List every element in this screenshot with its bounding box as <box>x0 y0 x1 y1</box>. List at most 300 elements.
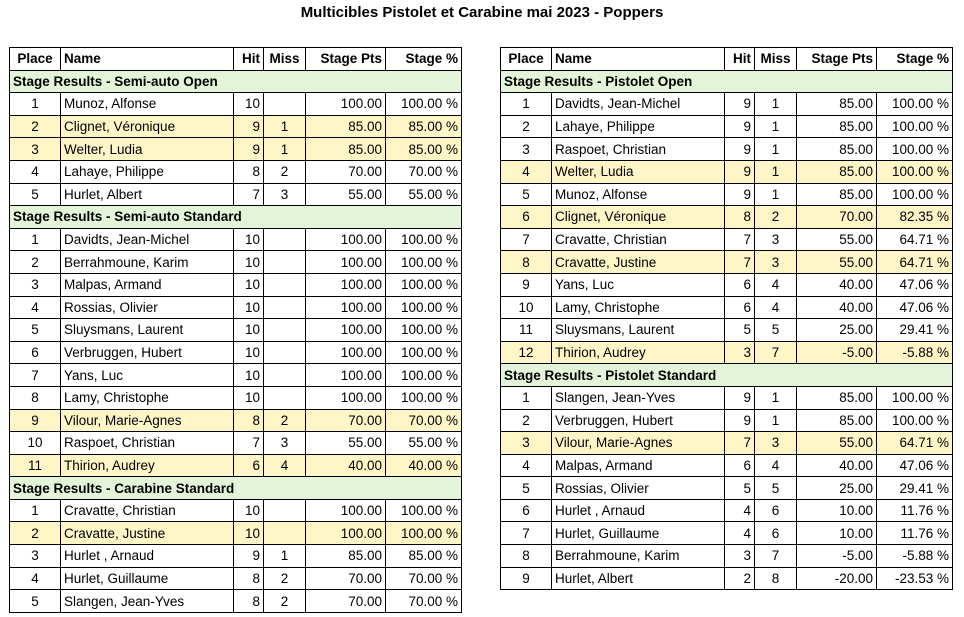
cell-stage-pct: 64.71 % <box>877 228 953 251</box>
cell-name: Verbruggen, Hubert <box>61 341 234 364</box>
cell-miss: 2 <box>264 160 306 183</box>
cell-miss: 1 <box>264 115 306 138</box>
cell-miss <box>264 228 306 251</box>
cell-stage-pct: 47.06 % <box>877 296 953 319</box>
cell-place: 1 <box>501 386 552 409</box>
cell-stage-pct: 70.00 % <box>386 567 462 590</box>
table-row <box>10 115 462 138</box>
cell-stage-pts: 100.00 <box>306 386 386 409</box>
cell-stage-pts: -20.00 <box>797 567 877 590</box>
cell-name: Lahaye, Philippe <box>552 115 725 138</box>
results-table-right <box>500 47 953 590</box>
cell-miss <box>264 319 306 342</box>
header-name: Name <box>552 48 725 71</box>
cell-name: Sluysmans, Laurent <box>552 319 725 342</box>
cell-name: Rossias, Olivier <box>552 477 725 500</box>
cell-name: Cravatte, Justine <box>61 522 234 545</box>
table-row <box>10 228 462 251</box>
cell-miss: 4 <box>755 454 797 477</box>
table-row <box>501 499 953 522</box>
cell-place: 5 <box>501 183 552 206</box>
cell-stage-pts: 40.00 <box>797 273 877 296</box>
cell-hit: 10 <box>234 273 264 296</box>
cell-miss: 1 <box>755 409 797 432</box>
cell-miss: 1 <box>755 93 797 116</box>
cell-stage-pts: 100.00 <box>306 364 386 387</box>
cell-stage-pts: 40.00 <box>306 454 386 477</box>
header-place: Place <box>501 48 552 71</box>
cell-hit: 4 <box>725 522 755 545</box>
section-header-row <box>501 70 953 93</box>
cell-hit: 3 <box>725 545 755 568</box>
table-row <box>501 454 953 477</box>
section-header-row <box>10 477 462 500</box>
cell-stage-pts: 100.00 <box>306 499 386 522</box>
cell-name: Lahaye, Philippe <box>61 160 234 183</box>
cell-stage-pct: 55.00 % <box>386 432 462 455</box>
cell-place: 10 <box>501 296 552 319</box>
cell-stage-pct: 82.35 % <box>877 206 953 229</box>
cell-place: 8 <box>501 545 552 568</box>
cell-stage-pts: 85.00 <box>306 138 386 161</box>
cell-place: 12 <box>501 341 552 364</box>
cell-stage-pts: 85.00 <box>306 115 386 138</box>
table-row <box>501 160 953 183</box>
cell-stage-pct: 11.76 % <box>877 499 953 522</box>
cell-hit: 10 <box>234 522 264 545</box>
cell-name: Verbruggen, Hubert <box>552 409 725 432</box>
cell-stage-pts: 25.00 <box>797 319 877 342</box>
table-row <box>10 499 462 522</box>
cell-place: 9 <box>501 567 552 590</box>
header-stage-pct: Stage % <box>877 48 953 71</box>
cell-stage-pts: 85.00 <box>797 93 877 116</box>
cell-miss: 4 <box>264 454 306 477</box>
cell-place: 6 <box>501 206 552 229</box>
cell-stage-pts: 85.00 <box>797 138 877 161</box>
cell-place: 7 <box>501 228 552 251</box>
cell-name: Lamy, Christophe <box>552 296 725 319</box>
cell-miss: 7 <box>755 341 797 364</box>
cell-place: 6 <box>501 499 552 522</box>
cell-place: 4 <box>10 567 61 590</box>
cell-hit: 9 <box>234 545 264 568</box>
cell-miss <box>264 93 306 116</box>
cell-miss <box>264 386 306 409</box>
cell-stage-pct: 100.00 % <box>877 183 953 206</box>
cell-miss: 8 <box>755 567 797 590</box>
cell-miss: 4 <box>755 296 797 319</box>
cell-hit: 10 <box>234 341 264 364</box>
cell-miss: 4 <box>755 273 797 296</box>
table-row <box>10 341 462 364</box>
cell-name: Cravatte, Christian <box>552 228 725 251</box>
cell-stage-pct: 100.00 % <box>877 138 953 161</box>
cell-stage-pct: 47.06 % <box>877 454 953 477</box>
cell-hit: 8 <box>725 206 755 229</box>
cell-stage-pct: 40.00 % <box>386 454 462 477</box>
cell-stage-pts: 70.00 <box>306 409 386 432</box>
cell-name: Yans, Luc <box>552 273 725 296</box>
cell-hit: 10 <box>234 93 264 116</box>
cell-hit: 9 <box>725 138 755 161</box>
cell-name: Berrahmoune, Karim <box>552 545 725 568</box>
cell-place: 4 <box>501 160 552 183</box>
cell-stage-pct: 100.00 % <box>877 115 953 138</box>
cell-place: 2 <box>501 115 552 138</box>
section-header-row <box>10 70 462 93</box>
header-stage-pts: Stage Pts <box>797 48 877 71</box>
header-stage-pct: Stage % <box>386 48 462 71</box>
cell-hit: 10 <box>234 296 264 319</box>
cell-place: 3 <box>10 273 61 296</box>
cell-name: Rossias, Olivier <box>61 296 234 319</box>
cell-stage-pts: 70.00 <box>797 206 877 229</box>
cell-place: 5 <box>10 183 61 206</box>
cell-place: 3 <box>10 545 61 568</box>
cell-stage-pct: 100.00 % <box>386 386 462 409</box>
cell-miss <box>264 341 306 364</box>
cell-stage-pts: 100.00 <box>306 296 386 319</box>
section-title: Stage Results - Semi-auto Open <box>10 70 462 93</box>
cell-stage-pct: -5.88 % <box>877 545 953 568</box>
cell-name: Munoz, Alfonse <box>61 93 234 116</box>
cell-stage-pts: 70.00 <box>306 590 386 613</box>
cell-stage-pts: 40.00 <box>797 296 877 319</box>
cell-name: Clignet, Véronique <box>552 206 725 229</box>
cell-hit: 9 <box>725 409 755 432</box>
header-row <box>501 48 953 71</box>
cell-stage-pct: 47.06 % <box>877 273 953 296</box>
table-row <box>10 296 462 319</box>
cell-stage-pct: 64.71 % <box>877 432 953 455</box>
cell-place: 9 <box>501 273 552 296</box>
cell-place: 1 <box>501 93 552 116</box>
cell-name: Davidts, Jean-Michel <box>552 93 725 116</box>
cell-name: Slangen, Jean-Yves <box>61 590 234 613</box>
table-row <box>10 183 462 206</box>
cell-name: Thirion, Audrey <box>61 454 234 477</box>
cell-hit: 10 <box>234 386 264 409</box>
cell-name: Malpas, Armand <box>552 454 725 477</box>
cell-place: 11 <box>501 319 552 342</box>
table-row <box>10 93 462 116</box>
cell-miss: 1 <box>755 386 797 409</box>
table-row <box>10 319 462 342</box>
cell-stage-pct: 85.00 % <box>386 545 462 568</box>
cell-stage-pct: 85.00 % <box>386 138 462 161</box>
cell-stage-pct: 100.00 % <box>386 341 462 364</box>
table-row <box>10 454 462 477</box>
cell-miss: 1 <box>755 183 797 206</box>
cell-stage-pct: 29.41 % <box>877 319 953 342</box>
cell-hit: 7 <box>725 251 755 274</box>
cell-stage-pct: 100.00 % <box>386 93 462 116</box>
cell-stage-pct: 70.00 % <box>386 409 462 432</box>
cell-stage-pts: 85.00 <box>797 386 877 409</box>
cell-stage-pts: 85.00 <box>797 160 877 183</box>
table-row <box>501 386 953 409</box>
cell-stage-pct: 100.00 % <box>877 160 953 183</box>
table-row <box>10 432 462 455</box>
table-row <box>10 567 462 590</box>
cell-hit: 10 <box>234 228 264 251</box>
table-row <box>501 93 953 116</box>
cell-place: 3 <box>10 138 61 161</box>
cell-name: Vilour, Marie-Agnes <box>61 409 234 432</box>
table-row <box>501 341 953 364</box>
cell-place: 3 <box>501 138 552 161</box>
cell-hit: 10 <box>234 251 264 274</box>
cell-hit: 7 <box>725 432 755 455</box>
cell-name: Yans, Luc <box>61 364 234 387</box>
cell-name: Hurlet , Arnaud <box>552 499 725 522</box>
cell-miss: 1 <box>264 545 306 568</box>
cell-miss <box>264 364 306 387</box>
cell-miss: 3 <box>264 432 306 455</box>
cell-miss: 2 <box>755 206 797 229</box>
cell-name: Munoz, Alfonse <box>552 183 725 206</box>
cell-place: 8 <box>501 251 552 274</box>
cell-miss: 1 <box>755 160 797 183</box>
cell-stage-pct: 100.00 % <box>386 251 462 274</box>
cell-hit: 6 <box>725 296 755 319</box>
cell-stage-pct: 70.00 % <box>386 590 462 613</box>
cell-stage-pts: 85.00 <box>797 409 877 432</box>
table-row <box>10 273 462 296</box>
cell-place: 2 <box>10 115 61 138</box>
section-title: Stage Results - Carabine Standard <box>10 477 462 500</box>
cell-name: Welter, Ludia <box>61 138 234 161</box>
table-row <box>501 477 953 500</box>
cell-name: Berrahmoune, Karim <box>61 251 234 274</box>
cell-hit: 4 <box>725 499 755 522</box>
cell-place: 2 <box>10 251 61 274</box>
cell-stage-pct: 85.00 % <box>386 115 462 138</box>
cell-stage-pts: 70.00 <box>306 160 386 183</box>
table-row <box>501 251 953 274</box>
cell-stage-pct: 100.00 % <box>386 296 462 319</box>
cell-stage-pts: 55.00 <box>797 228 877 251</box>
cell-hit: 10 <box>234 364 264 387</box>
cell-place: 11 <box>10 454 61 477</box>
header-place: Place <box>10 48 61 71</box>
cell-stage-pts: 85.00 <box>797 183 877 206</box>
cell-hit: 10 <box>234 499 264 522</box>
cell-miss: 3 <box>755 432 797 455</box>
table-row <box>501 409 953 432</box>
cell-stage-pct: 100.00 % <box>877 93 953 116</box>
cell-name: Malpas, Armand <box>61 273 234 296</box>
cell-name: Hurlet, Albert <box>61 183 234 206</box>
table-row <box>501 432 953 455</box>
cell-place: 4 <box>10 160 61 183</box>
cell-stage-pts: 55.00 <box>306 183 386 206</box>
table-row <box>10 522 462 545</box>
cell-miss: 3 <box>755 228 797 251</box>
cell-name: Cravatte, Justine <box>552 251 725 274</box>
table-row <box>501 319 953 342</box>
cell-name: Hurlet , Arnaud <box>61 545 234 568</box>
cell-place: 5 <box>501 477 552 500</box>
section-title: Stage Results - Pistolet Open <box>501 70 953 93</box>
cell-miss: 5 <box>755 477 797 500</box>
cell-place: 4 <box>501 454 552 477</box>
cell-miss: 2 <box>264 409 306 432</box>
cell-stage-pct: 100.00 % <box>877 386 953 409</box>
cell-hit: 9 <box>725 386 755 409</box>
table-row <box>501 183 953 206</box>
cell-stage-pts: -5.00 <box>797 545 877 568</box>
cell-name: Thirion, Audrey <box>552 341 725 364</box>
cell-hit: 9 <box>725 183 755 206</box>
cell-miss: 2 <box>264 590 306 613</box>
cell-stage-pts: 55.00 <box>306 432 386 455</box>
cell-stage-pct: -23.53 % <box>877 567 953 590</box>
cell-hit: 9 <box>725 160 755 183</box>
cell-hit: 7 <box>725 228 755 251</box>
table-row <box>10 590 462 613</box>
cell-miss <box>264 273 306 296</box>
cell-stage-pts: 40.00 <box>797 454 877 477</box>
table-row <box>501 273 953 296</box>
cell-name: Hurlet, Guillaume <box>552 522 725 545</box>
cell-hit: 9 <box>725 93 755 116</box>
table-row <box>501 567 953 590</box>
cell-name: Davidts, Jean-Michel <box>61 228 234 251</box>
cell-stage-pct: 100.00 % <box>386 522 462 545</box>
cell-hit: 7 <box>234 432 264 455</box>
cell-hit: 10 <box>234 319 264 342</box>
section-header-row <box>501 364 953 387</box>
cell-stage-pct: 100.00 % <box>386 364 462 387</box>
cell-hit: 6 <box>725 273 755 296</box>
cell-miss: 1 <box>755 138 797 161</box>
cell-hit: 9 <box>234 115 264 138</box>
cell-stage-pts: 100.00 <box>306 522 386 545</box>
cell-stage-pts: 100.00 <box>306 228 386 251</box>
cell-place: 1 <box>10 93 61 116</box>
header-miss: Miss <box>755 48 797 71</box>
header-stage-pts: Stage Pts <box>306 48 386 71</box>
table-row <box>501 545 953 568</box>
cell-name: Hurlet, Albert <box>552 567 725 590</box>
cell-miss: 1 <box>264 138 306 161</box>
cell-hit: 7 <box>234 183 264 206</box>
cell-place: 1 <box>10 499 61 522</box>
cell-hit: 8 <box>234 567 264 590</box>
cell-miss: 1 <box>755 115 797 138</box>
table-row <box>501 115 953 138</box>
table-row <box>501 228 953 251</box>
header-name: Name <box>61 48 234 71</box>
cell-name: Sluysmans, Laurent <box>61 319 234 342</box>
table-row <box>10 386 462 409</box>
cell-hit: 8 <box>234 160 264 183</box>
table-row <box>10 160 462 183</box>
cell-name: Hurlet, Guillaume <box>61 567 234 590</box>
cell-name: Welter, Ludia <box>552 160 725 183</box>
table-row <box>10 409 462 432</box>
cell-name: Vilour, Marie-Agnes <box>552 432 725 455</box>
cell-place: 5 <box>10 319 61 342</box>
cell-stage-pts: 70.00 <box>306 567 386 590</box>
cell-place: 4 <box>10 296 61 319</box>
section-title: Stage Results - Semi-auto Standard <box>10 206 462 229</box>
cell-stage-pts: 100.00 <box>306 319 386 342</box>
section-title: Stage Results - Pistolet Standard <box>501 364 953 387</box>
cell-place: 3 <box>501 432 552 455</box>
cell-hit: 6 <box>234 454 264 477</box>
cell-name: Cravatte, Christian <box>61 499 234 522</box>
cell-stage-pts: 100.00 <box>306 341 386 364</box>
cell-place: 2 <box>501 409 552 432</box>
cell-hit: 6 <box>725 454 755 477</box>
cell-stage-pts: 85.00 <box>797 115 877 138</box>
cell-stage-pts: 100.00 <box>306 273 386 296</box>
cell-place: 9 <box>10 409 61 432</box>
cell-stage-pts: -5.00 <box>797 341 877 364</box>
results-table-left <box>9 47 462 613</box>
cell-place: 2 <box>10 522 61 545</box>
cell-stage-pct: 55.00 % <box>386 183 462 206</box>
cell-stage-pct: 100.00 % <box>386 273 462 296</box>
cell-name: Slangen, Jean-Yves <box>552 386 725 409</box>
cell-place: 10 <box>10 432 61 455</box>
cell-miss: 6 <box>755 499 797 522</box>
header-row <box>10 48 462 71</box>
header-hit: Hit <box>234 48 264 71</box>
table-row <box>10 251 462 274</box>
section-header-row <box>10 206 462 229</box>
header-miss: Miss <box>264 48 306 71</box>
table-row <box>10 364 462 387</box>
cell-stage-pct: 100.00 % <box>877 409 953 432</box>
cell-miss: 6 <box>755 522 797 545</box>
cell-place: 7 <box>501 522 552 545</box>
cell-stage-pts: 100.00 <box>306 251 386 274</box>
cell-hit: 9 <box>234 138 264 161</box>
cell-miss: 2 <box>264 567 306 590</box>
cell-miss <box>264 296 306 319</box>
cell-hit: 8 <box>234 590 264 613</box>
cell-stage-pct: 100.00 % <box>386 319 462 342</box>
table-row <box>501 138 953 161</box>
table-row <box>501 522 953 545</box>
cell-stage-pct: 100.00 % <box>386 228 462 251</box>
cell-place: 8 <box>10 386 61 409</box>
cell-stage-pct: -5.88 % <box>877 341 953 364</box>
cell-miss: 7 <box>755 545 797 568</box>
table-row <box>501 296 953 319</box>
cell-place: 1 <box>10 228 61 251</box>
cell-stage-pct: 64.71 % <box>877 251 953 274</box>
page-title: Multicibles Pistolet et Carabine mai 2023 - Poppers <box>300 4 664 21</box>
cell-name: Lamy, Christophe <box>61 386 234 409</box>
cell-stage-pct: 11.76 % <box>877 522 953 545</box>
table-row <box>10 545 462 568</box>
cell-stage-pts: 85.00 <box>306 545 386 568</box>
cell-stage-pts: 10.00 <box>797 499 877 522</box>
cell-hit: 3 <box>725 341 755 364</box>
cell-name: Raspoet, Christian <box>552 138 725 161</box>
cell-miss: 3 <box>755 251 797 274</box>
cell-stage-pts: 55.00 <box>797 251 877 274</box>
cell-stage-pts: 100.00 <box>306 93 386 116</box>
cell-name: Raspoet, Christian <box>61 432 234 455</box>
cell-miss <box>264 522 306 545</box>
header-hit: Hit <box>725 48 755 71</box>
